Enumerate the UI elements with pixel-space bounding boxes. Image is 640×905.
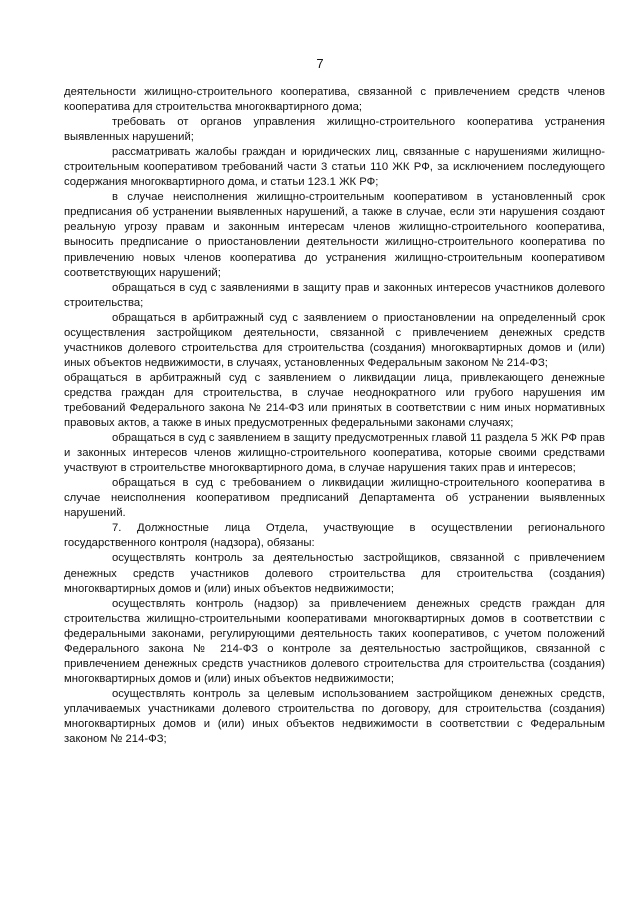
paragraph: обращаться в суд с требованием о ликвидации жилищно-строительного кооператива в случае неисполнения кооперативом предписаний Департамента об устранении выявленных нарушений. <box>64 477 605 520</box>
paragraph: обращаться в арбитражный суд с заявлением о приостановлении на определенный срок осуществления застройщиком деятельности, связанной с привлечением денежных средств участников долевого строительства для строительства (создания) многоквартирных домов и (или) иных объектов недвижимости, в случаях, установленных Федеральным законом № 214-ФЗ; <box>64 311 605 369</box>
paragraph: деятельности жилищно-строительного кооператива, связанной с привлечением средств членов кооператива для строительства многоквартирного дома; <box>64 86 605 114</box>
page-number: 7 <box>316 56 324 71</box>
paragraph: 7. Должностные лица Отдела, участвующие в осуществлении регионального государственного контроля (надзора), обязаны: <box>64 522 605 550</box>
body-text <box>64 85 605 747</box>
paragraph: осуществлять контроль за деятельностью застройщиков, связанной с привлечением денежных средств участников долевого строительства для строительства (создания) многоквартирных домов и (или) иных объектов недвижимости; <box>64 552 605 595</box>
paragraph: обращаться в суд с заявлением в защиту предусмотренных главой 11 раздела 5 ЖК РФ прав и законных интересов членов жилищно-строительного кооператива, которые своими средствами участвуют в строительстве многоквартирного дома, в случае нарушения таких прав и интересов; <box>64 432 605 475</box>
paragraph: требовать от органов управления жилищно-строительного кооператива устранения выявленных нарушений; <box>64 116 605 144</box>
paragraph: обращаться в арбитражный суд с заявлением о ликвидации лица, привлекающего денежные средства граждан для строительства, в случае неоднократного или грубого нарушения им требований Федерального закона № 214-ФЗ или принятых в соответствии с ним иных нормативных правовых актов, а также в иных предусмотренных федеральными законами случаях; <box>64 371 605 430</box>
paragraph: осуществлять контроль за целевым использованием застройщиком денежных средств, уплачиваемых участниками долевого строительства по договору, для строительства (создания) многоквартирных домов и (или) иных объектов недвижимости в соответствии с Федеральным законом № 214-ФЗ; <box>64 687 605 746</box>
paragraph: рассматривать жалобы граждан и юридических лиц, связанные с нарушениями жилищно-строительным кооперативом требований части 3 статьи 110 ЖК РФ, за исключением последующего содержания многоквартирного дома, и статьи 123.1 ЖК РФ; <box>64 146 605 189</box>
paragraph: в случае неисполнения жилищно-строительным кооперативом в установленный срок предписания об устранении выявленных нарушений, а также в случае, если эти нарушения создают реальную угрозу правам и законным интересам членов жилищно-строительного кооператива, выносить предписание о приостановлении деятельности жилищно-строительного кооператива по привлечению новых членов кооператива до устранения жилищно-строительным кооперативом соответствующих нарушений; <box>64 191 605 279</box>
paragraph: обращаться в суд с заявлениями в защиту прав и законных интересов участников долевого строительства; <box>64 281 605 309</box>
paragraph: осуществлять контроль (надзор) за привлечением денежных средств граждан для строительства жилищно-строительными кооперативами многоквартирных домов в соответствии с федеральными законами, регулирующими деятельность таких кооперативов, с учетом положений Федерального закона № 214-ФЗ о контроле за деятельностью застройщиков, связанной с привлечением денежных средств участников долевого строительства для строительства (создания) многоквартирных домов и (или) иных объектов недвижимости; <box>64 597 605 685</box>
